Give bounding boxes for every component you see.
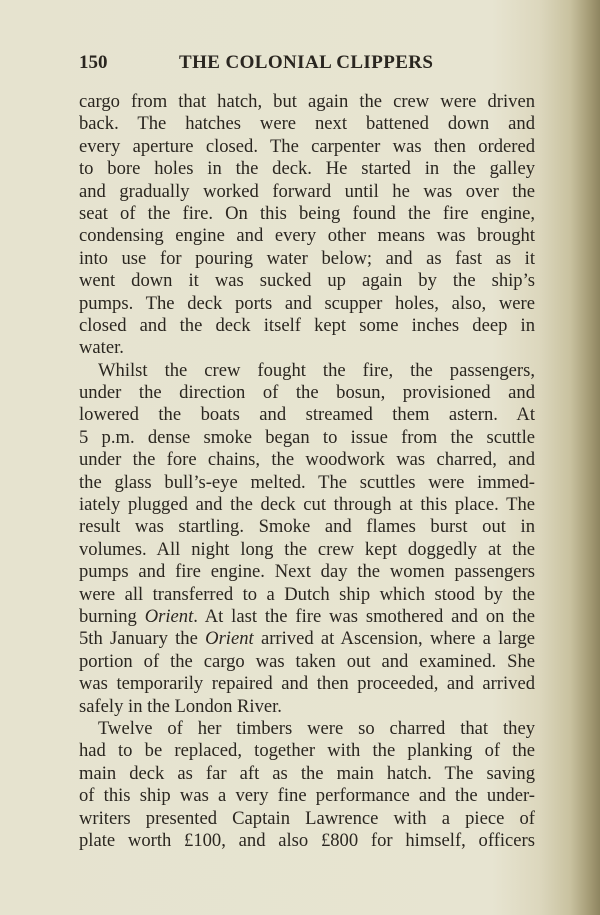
text-line <box>79 628 535 650</box>
text-line: safely in the London River. <box>79 695 282 717</box>
text-line: into use for pouring water below; and as fast as it <box>79 247 535 269</box>
text-line: under the direction of the bosun, provisioned and <box>79 382 535 404</box>
text-line: were all transferred to a Dutch ship which stood by the <box>79 583 535 605</box>
text-line: to bore holes in the deck. He started in the galley <box>79 158 535 180</box>
paragraph-start-line: Whilst the crew fought the fire, the passengers, <box>98 359 535 381</box>
text-line: closed and the deck itself kept some inches deep in <box>79 314 535 336</box>
text-line: went down it was sucked up again by the ship’s <box>79 270 535 292</box>
text-segment: arrived at Ascension, where a large <box>253 628 535 650</box>
text-segment: 5th January the <box>79 628 206 650</box>
text-line: writers presented Captain Lawrence with a piece of <box>79 807 535 829</box>
text-segment: burning <box>79 605 145 627</box>
paragraph-start-line: Twelve of her timbers were so charred that they <box>98 717 535 739</box>
text-line: seat of the fire. On this being found the fire engine, <box>79 202 535 224</box>
text-line <box>79 606 535 628</box>
text-line: under the fore chains, the woodwork was charred, and <box>79 449 535 471</box>
body-text <box>79 91 535 852</box>
ship-name-italic: Orient <box>144 605 194 627</box>
text-line: of this ship was a very fine performance and the under- <box>79 785 535 807</box>
page-header <box>79 52 535 76</box>
text-line: condensing engine and every other means was brought <box>79 225 535 247</box>
text-line: was temporarily repaired and then proceeded, and arrived <box>79 673 535 695</box>
text-segment: . At last the fire was smothered and on the <box>193 605 535 627</box>
running-head: THE COLONIAL CLIPPERS <box>179 52 434 73</box>
page-number: 150 <box>79 52 108 73</box>
text-line: result was startling. Smoke and flames burst out in <box>79 516 535 538</box>
text-line: main deck as far aft as the main hatch. The saving <box>79 762 535 784</box>
text-line: portion of the cargo was taken out and examined. She <box>79 650 535 672</box>
text-line: 5 p.m. dense smoke began to issue from the scuttle <box>79 426 535 448</box>
text-line: cargo from that hatch, but again the crew were driven <box>79 91 535 112</box>
text-line: plate worth £100, and also £800 for himself, officers <box>79 829 535 851</box>
text-line: every aperture closed. The carpenter was then ordered <box>79 135 535 157</box>
ship-name-italic: Orient <box>205 628 254 650</box>
text-line: the glass bull’s-eye melted. The scuttles were immed- <box>79 471 535 493</box>
text-line: water. <box>79 337 124 359</box>
text-line: had to be replaced, together with the planking of the <box>79 740 535 762</box>
text-line: pumps. The deck ports and scupper holes, also, were <box>79 292 535 314</box>
text-line: volumes. All night long the crew kept doggedly at the <box>79 538 535 560</box>
text-line: pumps and fire engine. Next day the women passengers <box>79 561 535 583</box>
text-line: and gradually worked forward until he was over the <box>79 180 535 202</box>
text-line: back. The hatches were next battened down and <box>79 113 535 135</box>
text-line: iately plugged and the deck cut through at this place. The <box>79 494 535 516</box>
text-line: lowered the boats and streamed them astern. At <box>79 404 535 426</box>
